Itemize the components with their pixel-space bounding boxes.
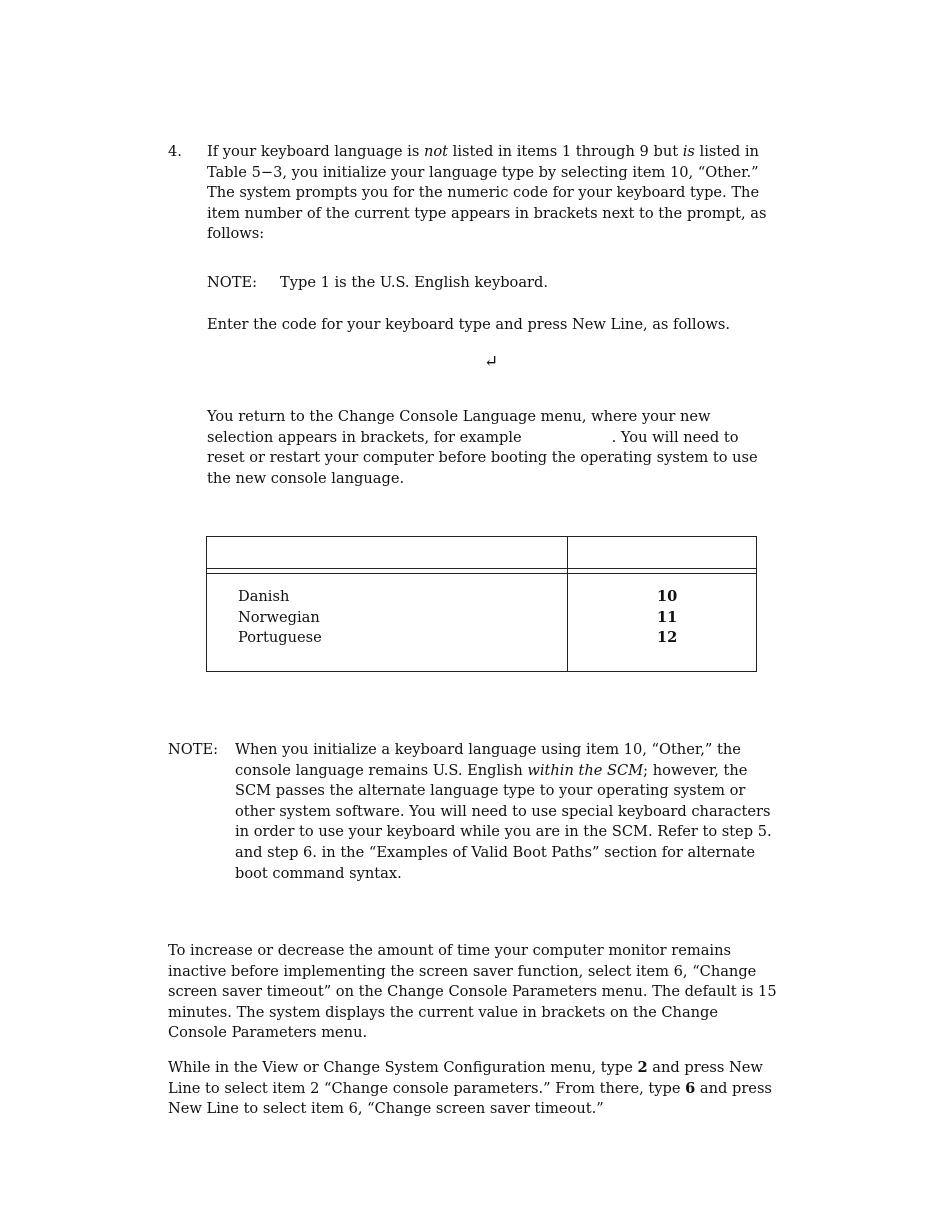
note-text: When you initialize a keyboard language using item 10, “Other,” the console language remains U.S. English within the SCM; however, the SCM passes the alternate language type to your operating system or other system software. You will need to use special keyboard characters in order to use your keyboard while you are in the SCM. Refer to step 5. and step 6. in the “Examples of Valid Boot Paths” section for alternate boot command syntax.	[235, 741, 772, 882]
return-menu-paragraph: You return to the Change Console Language menu, where your new selection appears in brackets, for example . You will need to reset or restart your computer before booting the operating system to use the new console language.	[207, 408, 758, 487]
keyboard-code-table	[206, 536, 757, 672]
code-cell: 11	[657, 609, 678, 626]
enter-code-paragraph: Enter the code for your keyboard type and press New Line, as follows.	[207, 316, 730, 333]
step-number: 4.	[168, 143, 182, 160]
note-text: Type 1 is the U.S. English keyboard.	[280, 274, 548, 291]
key-6: 6	[685, 1079, 696, 1097]
emphasis-within-scm: within the SCM	[527, 761, 644, 779]
keyboard-type-note	[207, 273, 767, 294]
screen-saver-paragraph: To increase or decrease the amount of time your computer monitor remains inactive before implementing the screen saver function, select item 6, “Change screen saver timeout” on the Change Console Parameters menu. The default is 15 minutes. The system displays the current value in brackets on the Change Console Parameters menu.	[168, 942, 777, 1042]
table-row	[238, 628, 738, 648]
code-cell: 12	[657, 629, 678, 646]
table-row	[238, 608, 738, 628]
language-cell: Portuguese	[238, 629, 322, 646]
key-2: 2	[637, 1059, 648, 1076]
note-label: NOTE:	[207, 274, 258, 291]
note-label: NOTE:	[168, 741, 219, 758]
table-row	[238, 587, 738, 607]
code-cell: 10	[657, 588, 678, 605]
screen-saver-instructions: While in the View or Change System Configuration menu, type 2 and press New Line to select item 2 “Change console parameters.” From there, type 6 and press New Line to select item 6, “Change screen saver timeout.”	[168, 1059, 772, 1118]
table-header-rule	[207, 573, 756, 574]
emphasis-is: is	[682, 143, 695, 160]
new-line-key-icon: ↵	[484, 352, 499, 372]
language-cell: Danish	[238, 588, 290, 605]
step-4-paragraph: If your keyboard language is not listed in items 1 through 9 but is listed in Table 5−3, you initialize your language type by selecting item 10, “Other.” The system prompts you for the numeric code for your keyboard type. The item number of the current type appears in brackets next to the prompt, as follows:	[207, 143, 767, 243]
language-cell: Norwegian	[238, 609, 320, 626]
emphasis-not: not	[423, 143, 449, 160]
table-header-rule	[207, 568, 756, 569]
